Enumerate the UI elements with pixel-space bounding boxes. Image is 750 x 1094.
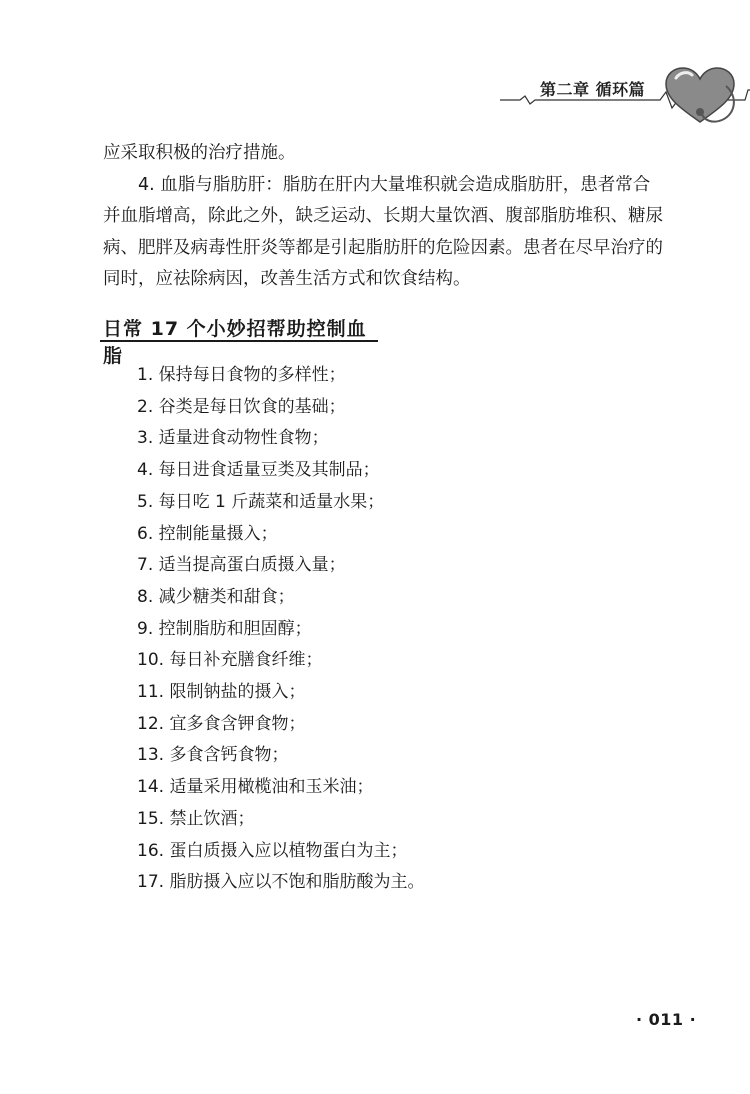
list-item: 9. 控制脂肪和胆固醇； [137, 618, 312, 639]
list-item: 1. 保持每日食物的多样性； [137, 365, 346, 385]
page-number: · 011 · [636, 1010, 697, 1029]
body-text [103, 138, 663, 296]
list-item: 11. 限制钠盐的摄入； [137, 682, 306, 703]
list-item: 4. 每日进食适量豆类及其制品； [137, 460, 380, 481]
section-underline [100, 340, 378, 342]
paragraph: 应采取积极的治疗措施。 [103, 143, 296, 163]
section-heading: 日常 17 个小妙招帮助控制血脂 [103, 318, 367, 367]
list-item: 7. 适当提高蛋白质摄入量； [137, 555, 346, 576]
tips-list [137, 360, 424, 899]
paragraph: 4. 血脂与脂肪肝：脂肪在肝内大量堆积就会造成脂肪肝，患者常合并血脂增高，除此之外，缺乏运动、长期大量饮酒、腹部脂肪堆积、糖尿病、肥胖及病毒性肝炎等都是引起脂肪肝的危险因素。患者在尽早治疗的同时，应祛除病因，改善生活方式和饮食结构。 [103, 174, 663, 289]
list-item: 17. 脂肪摄入应以不饱和脂肪酸为主。 [137, 872, 425, 893]
list-item: 16. 蛋白质摄入应以植物蛋白为主； [137, 840, 408, 861]
chapter-title: 第二章 循环篇 [540, 80, 646, 99]
heart-with-stethoscope-icon [666, 68, 734, 122]
list-item: 6. 控制能量摄入； [137, 523, 278, 544]
list-item: 8. 减少糖类和甜食； [137, 586, 295, 607]
list-item: 12. 宜多食含钾食物； [137, 713, 306, 734]
list-item: 10. 每日补充膳食纤维； [137, 650, 323, 671]
list-item: 13. 多食含钙食物； [137, 745, 289, 766]
list-item: 2. 谷类是每日饮食的基础； [137, 396, 346, 417]
list-item: 15. 禁止饮酒； [137, 808, 255, 829]
list-item: 3. 适量进食动物性食物； [137, 428, 329, 449]
list-item: 5. 每日吃 1 斤蔬菜和适量水果； [137, 491, 385, 512]
list-item: 14. 适量采用橄榄油和玉米油； [137, 777, 374, 798]
